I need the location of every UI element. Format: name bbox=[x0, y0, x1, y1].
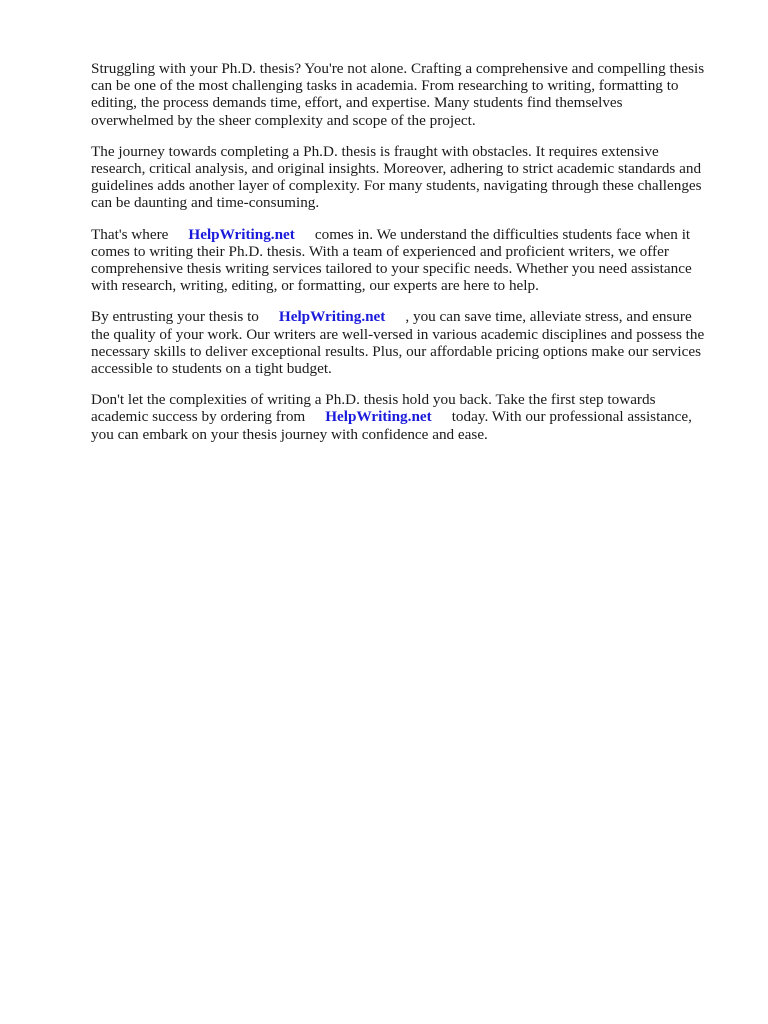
paragraph-service bbox=[91, 226, 723, 295]
text-line: Don't let the complexities of writing a Ph.D. thesis hold you back. Take the first step towards bbox=[91, 391, 656, 409]
text-line: accessible to students on a tight budget. bbox=[91, 360, 332, 378]
text-line bbox=[91, 408, 723, 425]
text-line: you can embark on your thesis journey with confidence and ease. bbox=[91, 425, 488, 443]
text-line: the quality of your work. Our writers are well-versed in various academic disciplines and possess the bbox=[91, 325, 705, 343]
text-segment: academic success by ordering from bbox=[91, 408, 306, 426]
helpwriting-link[interactable]: HelpWriting.net bbox=[188, 225, 295, 243]
text-line: comprehensive thesis writing services tailored to your specific needs. Whether you need assistance bbox=[91, 260, 692, 278]
text-line: research, critical analysis, and original insights. Moreover, adhering to strict academic standards and bbox=[91, 160, 702, 178]
text-segment: That's where bbox=[91, 225, 169, 243]
text-line: comes to writing their Ph.D. thesis. With a team of experienced and proficient writers, we offer bbox=[91, 242, 669, 260]
helpwriting-link[interactable]: HelpWriting.net bbox=[325, 408, 432, 426]
paragraph-intro bbox=[91, 60, 723, 129]
text-line: The journey towards completing a Ph.D. thesis is fraught with obstacles. It requires extensive bbox=[91, 142, 659, 160]
document-page bbox=[91, 60, 723, 457]
text-line: can be one of the most challenging tasks in academia. From researching to writing, formatting to bbox=[91, 77, 679, 95]
text-line: guidelines adds another layer of complexity. For many students, navigating through these challenges bbox=[91, 177, 702, 195]
paragraph-call-to-action bbox=[91, 391, 723, 443]
text-line: with research, writing, editing, or formatting, our experts are here to help. bbox=[91, 277, 539, 295]
text-segment: today. With our professional assistance, bbox=[451, 408, 692, 426]
text-line: necessary skills to deliver exceptional results. Plus, our affordable pricing options make our services bbox=[91, 342, 702, 360]
text-segment: By entrusting your thesis to bbox=[91, 308, 259, 326]
text-segment: , you can save time, alleviate stress, and ensure bbox=[405, 308, 692, 326]
text-line bbox=[91, 308, 723, 325]
text-line bbox=[91, 226, 723, 243]
helpwriting-link[interactable]: HelpWriting.net bbox=[278, 308, 386, 326]
paragraph-benefits bbox=[91, 308, 723, 377]
text-line: overwhelmed by the sheer complexity and scope of the project. bbox=[91, 111, 476, 129]
text-segment: comes in. We understand the difficulties students face when it bbox=[314, 225, 691, 243]
paragraph-obstacles bbox=[91, 143, 723, 212]
text-line: Struggling with your Ph.D. thesis? You're not alone. Crafting a comprehensive and compelling thesis bbox=[91, 60, 705, 77]
text-line: editing, the process demands time, effort, and expertise. Many students find themselves bbox=[91, 94, 623, 112]
text-line: can be daunting and time-consuming. bbox=[91, 194, 320, 212]
